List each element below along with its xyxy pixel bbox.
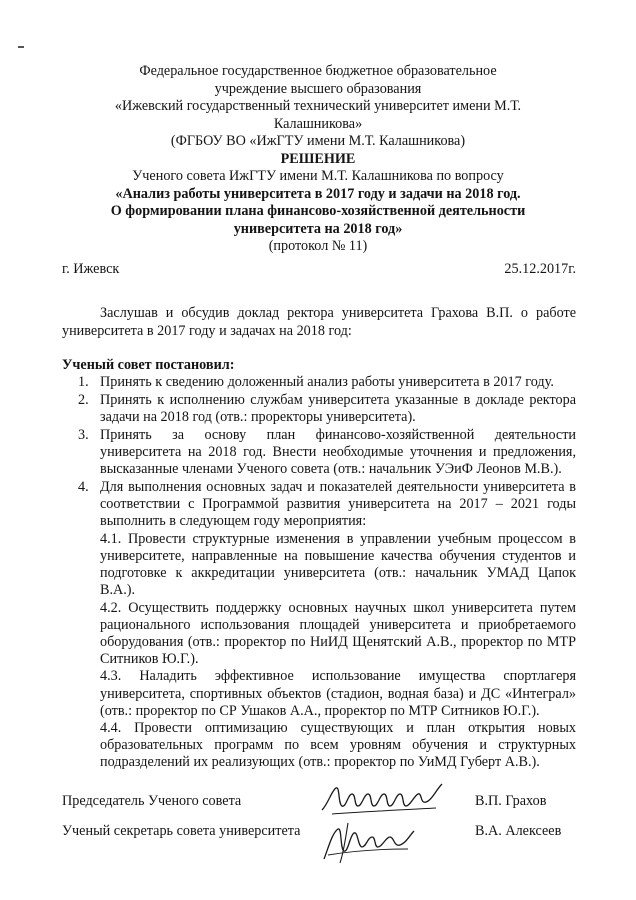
topic-line: О формировании плана финансово-хозяйственной деятельности bbox=[110, 203, 526, 219]
item-text: Принять к сведению доложенный анализ работы университета в 2017 году. bbox=[100, 374, 554, 390]
header-line: Калашникова» bbox=[273, 115, 363, 132]
chair-name: В.П. Грахов bbox=[475, 793, 547, 809]
topic-line: университета на 2018 год» bbox=[233, 220, 403, 237]
header-line: (ФГБОУ ВО «ИжГТУ имени М.Т. Калашникова) bbox=[170, 133, 466, 149]
resolution-list bbox=[62, 374, 576, 772]
sub-item: 4.1. Провести структурные изменения в управлении учебным процессом в университете, направленные на повышение качества обучения студентов и подготовке к аккредитации университета (отв.: начальник УМАД Цапок В.А.). bbox=[100, 530, 576, 599]
chair-signature bbox=[318, 780, 446, 820]
secretary-name: В.А. Алексеев bbox=[475, 823, 562, 839]
header-line: Ученого совета ИжГТУ имени М.Т. Калашникова по вопросу bbox=[132, 168, 504, 184]
item-text: Принять к исполнению службам университета указанные в докладе ректора задачи на 2018 год (отв.: проректоры университета). bbox=[100, 391, 576, 425]
document-header bbox=[60, 63, 576, 256]
list-item bbox=[62, 374, 576, 391]
chair-title: Председатель Ученого совета bbox=[62, 793, 242, 809]
document-date: 25.12.2017г. bbox=[504, 261, 576, 277]
scan-mark bbox=[18, 46, 24, 48]
item-number: 4. bbox=[78, 478, 89, 495]
city: г. Ижевск bbox=[62, 261, 120, 277]
item-number: 3. bbox=[78, 426, 89, 443]
header-line: «Ижевский государственный технический университет имени М.Т. bbox=[114, 98, 522, 114]
header-line: учреждение высшего образования bbox=[214, 80, 422, 97]
header-line: Федеральное государственное бюджетное образовательное bbox=[139, 63, 497, 79]
document-title: РЕШЕНИЕ bbox=[280, 150, 356, 167]
list-item bbox=[62, 479, 576, 531]
resolution-heading: Ученый совет постановил: bbox=[62, 357, 235, 373]
sub-item: 4.2. Осуществить поддержку основных научных школ университета путем рационального использования площадей университета и приобретаемого оборудования (отв.: проректор по НиИД Щенятский А.В., проректор по МТР Ситников Ю.Г.). bbox=[100, 599, 576, 668]
secretary-signature bbox=[318, 815, 418, 867]
sub-item: 4.3. Наладить эффективное использование имущества спортлагеря университета, спортивных объектов (стадион, водная база) и ДС «Интеграл» (отв.: проректор по СР Ушаков А.А., проректор по МТР Ситников Ю.Г.). bbox=[100, 668, 576, 719]
list-item bbox=[62, 427, 576, 479]
protocol-number: (протокол № 11) bbox=[268, 238, 368, 254]
sub-item: 4.4. Провести оптимизацию существующих и план открытия новых образовательных программ по всем уровням обучения и структурных подразделений их реализующих (отв.: проректор по УиМД Губерт А.В.). bbox=[100, 720, 576, 771]
topic-line: «Анализ работы университета в 2017 году и задачи на 2018 год. bbox=[115, 185, 521, 202]
item-text: Принять за основу план финансово-хозяйственной деятельности университета на 2018 год. Внести необходимые уточнения и предложения, высказанные членами Ученого совета (отв.: начальник УЭиФ Леонов М.В.). bbox=[100, 426, 576, 478]
list-item bbox=[62, 392, 576, 426]
intro-paragraph: Заслушав и обсудив доклад ректора университета Грахова В.П. о работе университета в 2017 году и задачах на 2018 год: bbox=[62, 305, 576, 339]
secretary-title: Ученый секретарь совета университета bbox=[62, 823, 301, 839]
item-number: 1. bbox=[78, 374, 89, 390]
item-text: Для выполнения основных задач и показателей деятельности университета в соответствии с Программой развития университета на 2017 – 2021 годы выполнить в следующем году мероприятия: bbox=[100, 478, 576, 530]
item-number: 2. bbox=[78, 391, 89, 408]
